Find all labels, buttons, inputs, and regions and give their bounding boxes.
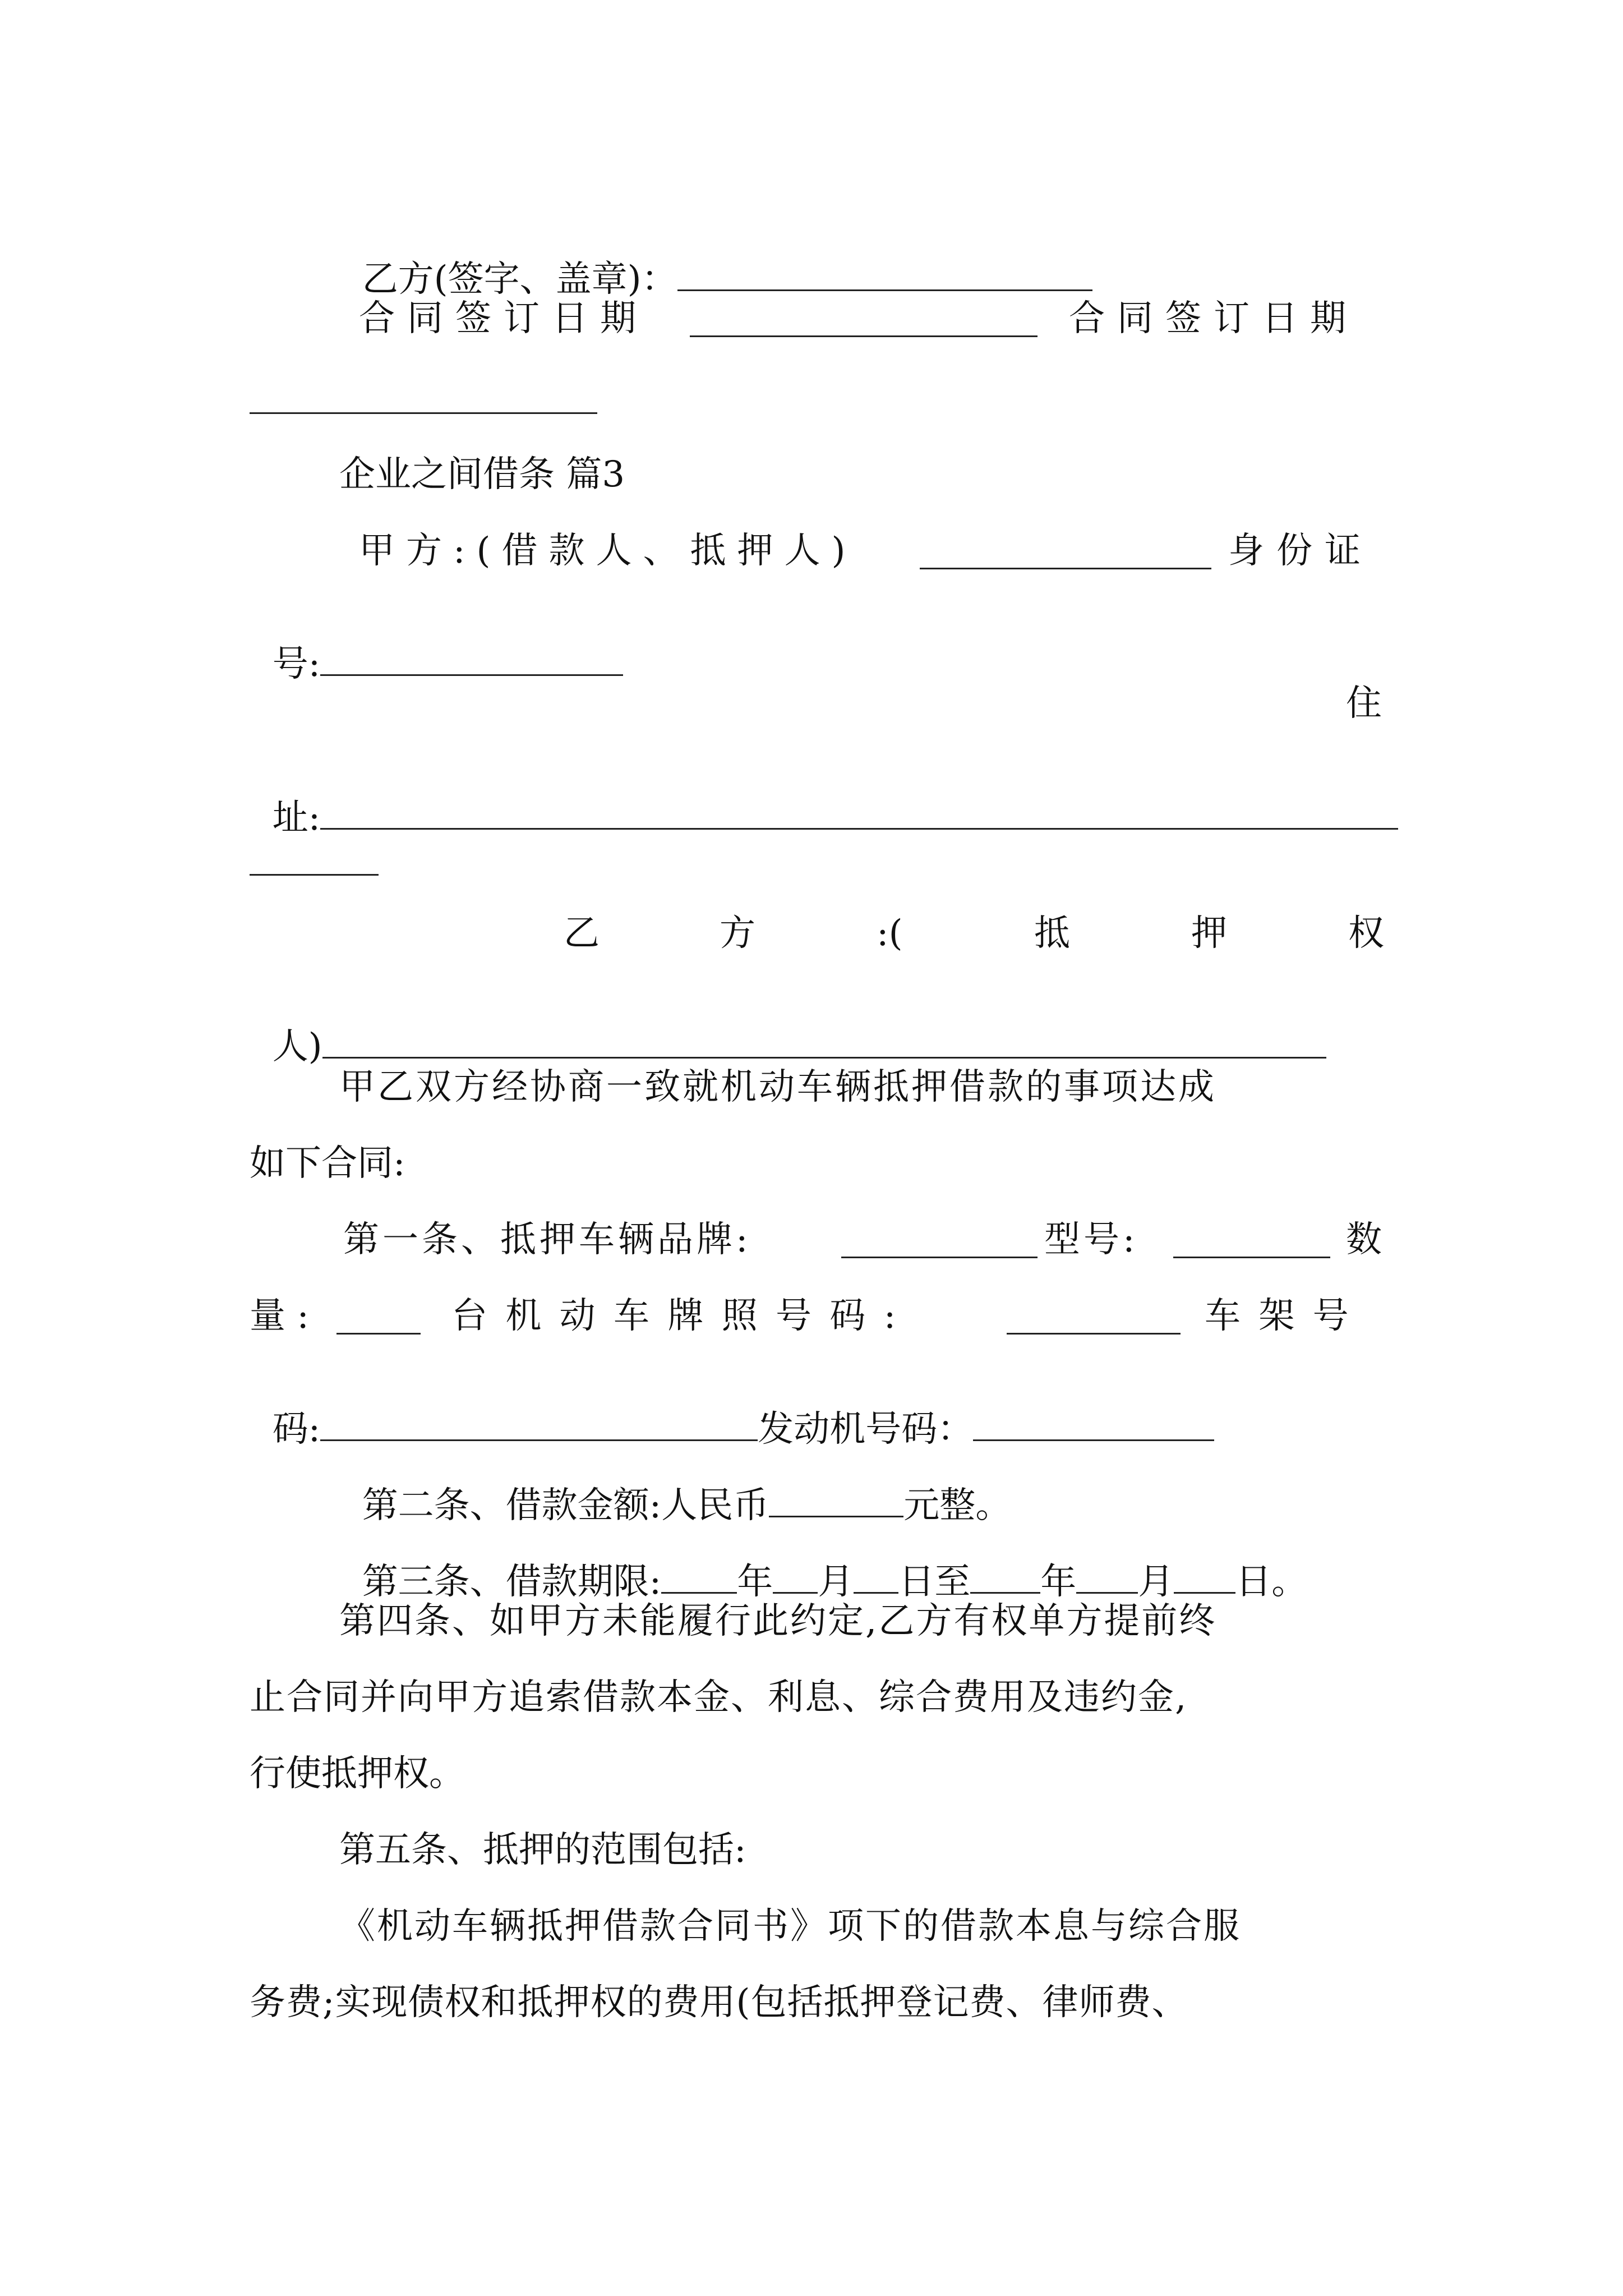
article-3-label: 第三条、借款期限: [362, 1561, 662, 1603]
article-3-month-2: 月 [1138, 1561, 1174, 1603]
article-1-engine-blank [973, 1410, 1214, 1441]
address-blank-continued [250, 874, 379, 876]
article-1-brand-blank [841, 1257, 1038, 1258]
article-3-month-1: 月 [818, 1561, 854, 1603]
article-3-year-2: 年 [1040, 1561, 1077, 1603]
article-1-model-blank [1173, 1257, 1330, 1258]
article-1-engine-label: 发动机号码： [758, 1409, 974, 1450]
article-1-brand-label: 第一条、抵押车辆品牌: [343, 1219, 751, 1260]
article-1-frame-blank [320, 1410, 758, 1441]
article-1-plate-blank [1007, 1333, 1181, 1335]
id-number-label-b: 号: [272, 643, 321, 685]
contract-date-label-2: 合同签订日期 [1069, 298, 1358, 339]
party-b-char-5: 押 [1191, 913, 1227, 954]
party-b-char-2: 方 [720, 913, 755, 954]
party-b-label-end: 人) [272, 1026, 322, 1068]
article-5-line-3: 务费;实现债权和抵押权的费用(包括抵押登记费、律师费、 [250, 1982, 1188, 2023]
article-2-amount-blank [769, 1487, 903, 1517]
article-3-end-month-blank [1076, 1563, 1138, 1594]
intro-line-1: 甲乙双方经协商一致就机动车辆抵押借款的事项达成 [339, 1066, 1216, 1108]
article-1-quantity-label-a: 数 [1346, 1219, 1382, 1260]
article-4-line-1: 第四条、如甲方未能履行此约定,乙方有权单方提前终 [339, 1600, 1217, 1642]
party-a-label: 甲方:(借款人、抵押人) [359, 530, 857, 572]
article-3-line [339, 1527, 1308, 1603]
article-3-day-1: 日至 [898, 1561, 971, 1603]
article-5-line-2: 《机动车辆抵押借款合同书》项下的借款本息与综合服 [339, 1906, 1241, 1947]
article-1-frame-label: 车 架 号 [1205, 1295, 1352, 1337]
article-3-end-day-blank [1174, 1563, 1235, 1594]
address-label-b: 址: [272, 797, 321, 839]
article-3-year-1: 年 [737, 1561, 773, 1603]
party-a-name-blank [920, 568, 1211, 569]
article-3-end-year-blank [970, 1563, 1040, 1594]
article-4-line-2: 止合同并向甲方追索借款本金、利息、综合费用及违约金, [250, 1677, 1188, 1718]
party-b-signature-label: 乙方(签字、盖章)： [362, 259, 677, 300]
party-b-char-3: :( [877, 913, 903, 954]
section-title: 企业之间借条 篇3 [339, 454, 625, 495]
party-b-signature-line [339, 224, 1092, 300]
article-4-line-3: 行使抵押权。 [250, 1753, 465, 1795]
address-label-a: 住 [1346, 683, 1382, 724]
article-3-day-2: 日。 [1235, 1561, 1308, 1603]
article-1-model-label: 型号: [1044, 1219, 1138, 1260]
address-blank [320, 799, 1398, 830]
contract-date-label-1: 合同签订日期 [359, 298, 648, 339]
contract-date-blank-1 [690, 335, 1038, 337]
contract-date-blank-2 [250, 412, 597, 414]
article-1-frame-line [250, 1374, 1214, 1450]
id-number-label-a: 身份证 [1228, 530, 1373, 572]
party-b-name-blank [322, 1028, 1326, 1059]
article-3-start-year-blank [661, 1563, 737, 1594]
address-line [250, 763, 1398, 839]
article-3-start-month-blank [773, 1563, 818, 1594]
article-2-line [339, 1451, 1011, 1524]
article-2-suffix: 元整。 [903, 1485, 1012, 1526]
article-2-label: 第二条、借款金额:人民币 [362, 1485, 769, 1526]
article-1-plate-label: 台 机 动 车 牌 照 号 码 : [451, 1295, 900, 1337]
article-1-frame-label-b: 码: [272, 1409, 321, 1450]
party-b-char-1: 乙 [564, 913, 600, 954]
article-5-line-1: 第五条、抵押的范围包括: [339, 1829, 746, 1871]
party-b-char-4: 抵 [1034, 913, 1070, 954]
intro-line-2: 如下合同: [250, 1143, 405, 1184]
article-3-start-day-blank [854, 1563, 898, 1594]
party-b-line [250, 992, 1326, 1068]
party-b-char-6: 权 [1348, 913, 1384, 954]
id-number-line [250, 609, 623, 685]
id-number-blank [320, 645, 623, 676]
article-1-quantity-label-b: 量 : [250, 1295, 309, 1337]
signature-blank [677, 260, 1092, 291]
article-1-quantity-blank [336, 1333, 421, 1335]
